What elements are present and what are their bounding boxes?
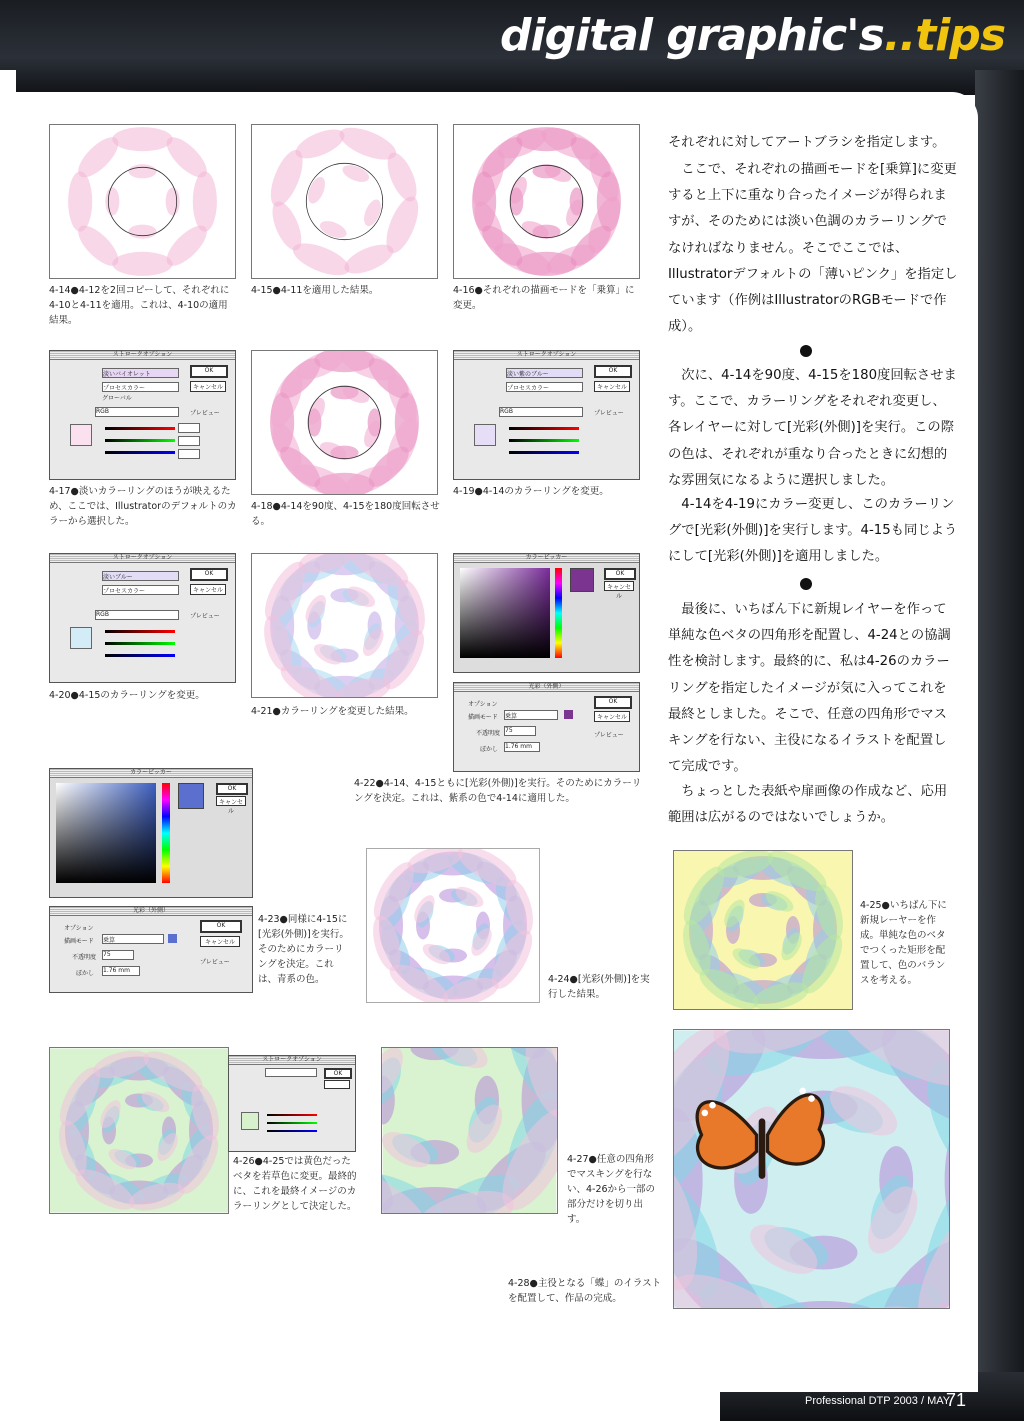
slider-g[interactable] [105,642,175,645]
figure-4-24 [366,848,540,1003]
colortype-select[interactable]: プロセスカラー [102,382,179,392]
figure-4-27 [381,1047,558,1214]
mode-select[interactable]: RGB [95,407,179,417]
dialog-titlebar: ストロークオプション [229,1056,355,1065]
opacity-label: 不透明度 [72,954,97,961]
slider-b[interactable] [509,451,579,454]
caption-4-23: 4-23●同様に4-15に[光彩(外側)]を実行。そのためにカラーリングを決定。これは、青系の色。 [258,914,349,985]
body-paragraph-5: 最後に、いちばん下に新規レイヤーを作って単純な色ベタの四角形を配置し、4-24との協調性を検討します。最終的に、私は4-26のカラーリングを指定したイメージが気に入ってこれを最終としました。そこで、任意の四角形でマスキングを行ない、主役になるイラストを配置して完成です。 [668,602,951,775]
ok-button[interactable]: OK [594,696,632,709]
figure-4-16 [453,124,640,279]
cancel-button[interactable]: キャンセル [190,584,226,595]
ok-button[interactable]: OK [594,365,632,378]
ok-button[interactable]: OK [324,1068,352,1079]
page-number: 71 [946,1390,967,1410]
caption-4-25: 4-25●いちばん下に新規レーヤーを作成。単純な色のベタでつくった矩形を配置して、色のバランスを考える。 [860,900,947,986]
caption-4-15: 4-15●4-11を適用した結果。 [251,285,379,296]
body-paragraph-1: それぞれに対してアートブラシを指定します。 [668,135,946,150]
caption-4-27: 4-27●任意の四角形でマスキングを行ない、4-26から一部の部分だけを切り出す。 [567,1154,656,1225]
slider-r[interactable] [105,427,175,430]
caption-4-19: 4-19●4-14のカラーリングを変更。 [453,486,609,497]
preview-checkbox[interactable]: プレビュー [594,410,624,417]
caption-4-24: 4-24●[光彩(外側)]を実行した結果。 [548,974,650,1000]
right-border [975,70,1024,1421]
caption-4-22: 4-22●4-14、4-15ともに[光彩(外側)]を実行。そのためにカラーリングを決定。これは、紫系の色で4-14に適用した。 [354,778,642,804]
dialog-titlebar: 光彩（外側） [50,907,252,916]
color-field[interactable] [56,783,156,883]
caption-4-26: 4-26●4-25では黄色だったベタを若草色に変更。最終的に、これを最終イメージのカラーリングとして決定した。 [233,1156,357,1212]
hue-slider[interactable] [162,783,170,883]
color-swatch [474,424,496,446]
opacity-input[interactable]: 75 [504,726,536,736]
glow-color-swatch[interactable] [564,710,573,719]
cancel-button[interactable]: キャンセル [604,581,634,591]
blur-label: ぼかし [480,746,499,753]
blur-input[interactable]: 1.76 mm [504,742,540,752]
slider-r[interactable] [267,1114,317,1116]
stroke-options-dialog-4-19 [453,350,640,480]
cancel-button[interactable]: キャンセル [200,936,240,947]
stroke-options-dialog-4-20 [49,553,236,683]
hue-slider[interactable] [555,568,562,658]
slider-g[interactable] [105,439,175,442]
masthead-logo: digital graphic's..tips [500,10,1006,61]
logo-main: digital graphic's [500,10,884,61]
preview-checkbox[interactable]: プレビュー [200,959,230,966]
section-bullet [800,578,812,590]
figure-4-14 [49,124,236,279]
blend-mode-label: 描画モード [64,938,94,945]
figure-4-28 [673,1029,950,1309]
blend-mode-label: 描画モード [468,714,498,721]
dialog-titlebar: 光彩（外側） [454,683,639,692]
blur-label: ぼかし [76,970,95,977]
mode-select[interactable]: RGB [95,610,179,620]
caption-4-16: 4-16●それぞれの描画モードを「乗算」に変更。 [453,285,635,311]
ok-button[interactable]: OK [190,568,228,581]
dialog-titlebar: カラーピッカー [50,769,252,778]
slider-g[interactable] [509,439,579,442]
g-value[interactable] [178,436,200,446]
colortype-select[interactable]: プロセスカラー [102,585,179,595]
color-picker-dialog-4-22 [453,553,640,673]
options-label: オプション [64,925,94,932]
outer-glow-dialog-4-23 [49,906,253,993]
body-paragraph-3: 次に、4-14を90度、4-15を180度回転させます。ここで、カラーリングをそれぞれ変更し、各レイヤーに対して[光彩(外側)]を実行。この際の色は、それぞれが重なり合ったときに幻想的な雰囲気になるように選択しました。 [668,368,957,488]
preview-checkbox[interactable]: プレビュー [190,613,220,620]
figure-4-15 [251,124,438,279]
r-value[interactable] [178,423,200,433]
cancel-button[interactable]: キャンセル [190,381,226,392]
colortype-select[interactable]: プロセスカラー [506,382,583,392]
slider-r[interactable] [105,630,175,633]
caption-4-21: 4-21●カラーリングを変更した結果。 [251,706,414,717]
body-paragraph-6: ちょっとした表紙や扉画像の作成など、応用範囲は広がるのではないでしょうか。 [668,784,948,826]
slider-b[interactable] [105,654,175,657]
cancel-button[interactable] [324,1080,350,1089]
stroke-options-dialog-4-17 [49,350,236,480]
name-field[interactable] [265,1068,317,1077]
name-field[interactable]: 淡い紫のブルー [506,368,583,378]
options-label: オプション [468,701,498,708]
ok-button[interactable]: OK [604,568,636,580]
color-field[interactable] [460,568,550,658]
cancel-button[interactable]: キャンセル [594,711,630,722]
slider-g[interactable] [267,1122,317,1124]
ok-button[interactable]: OK [216,783,248,795]
mode-select[interactable]: RGB [499,407,583,417]
figure-4-26 [49,1047,229,1214]
logo-accent: tips [915,10,1006,61]
caption-4-17: 4-17●淡いカラーリングのほうが映えるため、ここでは、Illustratorのデフォルトのカラーから選択した。 [49,486,237,527]
ok-button[interactable]: OK [190,365,228,378]
dialog-titlebar: ストロークオプション [50,554,235,563]
color-swatch [70,627,92,649]
preview-checkbox[interactable]: プレビュー [190,410,220,417]
slider-b[interactable] [267,1130,317,1132]
new-color-swatch [178,783,204,809]
color-swatch [70,424,92,446]
preview-checkbox[interactable]: プレビュー [594,732,624,739]
blend-mode-select[interactable]: 乗算 [504,710,558,720]
name-field[interactable]: 淡いブルー [102,571,179,581]
opacity-label: 不透明度 [476,730,501,737]
figure-4-21 [251,553,438,698]
opacity-input[interactable]: 75 [102,950,134,960]
blur-input[interactable]: 1.76 mm [102,966,140,976]
caption-4-18: 4-18●4-14を90度、4-15を180度回転させる。 [251,501,440,527]
blend-mode-select[interactable]: 乗算 [102,934,164,944]
dialog-titlebar: ストロークオプション [454,351,639,360]
dialog-titlebar: カラーピッカー [454,554,639,563]
color-picker-dialog-4-23 [49,768,253,898]
stroke-options-dialog-4-26 [228,1055,356,1152]
section-bullet [800,345,812,357]
name-field[interactable]: 淡いバイオレット [102,368,179,378]
dialog-titlebar: ストロークオプション [50,351,235,360]
cancel-button[interactable]: キャンセル [216,796,246,806]
b-value[interactable] [178,449,200,459]
slider-r[interactable] [509,427,579,430]
caption-4-14: 4-14●4-12を2回コピーして、それぞれに4-10と4-11を適用。これは、4-10の適用結果。 [49,285,230,326]
glow-color-swatch[interactable] [168,934,177,943]
figure-4-25 [673,850,853,1010]
cancel-button[interactable]: キャンセル [594,381,630,392]
ok-button[interactable]: OK [200,920,242,933]
body-paragraph-4: 4-14を4-19にカラー変更し、このカラーリングで[光彩(外側)]を実行します。4-15も同じようにして[光彩(外側)]を適用しました。 [668,497,958,565]
global-checkbox[interactable]: グローバル [102,395,132,402]
outer-glow-dialog-4-22 [453,682,640,772]
caption-4-20: 4-20●4-15のカラーリングを変更。 [49,690,205,701]
figure-4-18 [251,350,438,495]
caption-4-28: 4-28●主役となる「蝶」のイラストを配置して、作品の完成。 [508,1278,662,1304]
new-color-swatch [570,568,594,592]
color-swatch [241,1112,259,1130]
body-paragraph-2: ここで、それぞれの描画モードを[乗算]に変更すると上下に重なり合ったイメージが得られますが、そのためには淡い色調のカラーリングでなければなりません。そこでここでは、Illustratorデフォルトの「薄いピンク」を指定しています（作例はIllustratorのRGBモードで作成）。 [668,162,958,335]
slider-b[interactable] [105,451,175,454]
left-margin [0,70,16,1421]
footer-magazine: Professional DTP 2003 / MAY [805,1395,951,1407]
